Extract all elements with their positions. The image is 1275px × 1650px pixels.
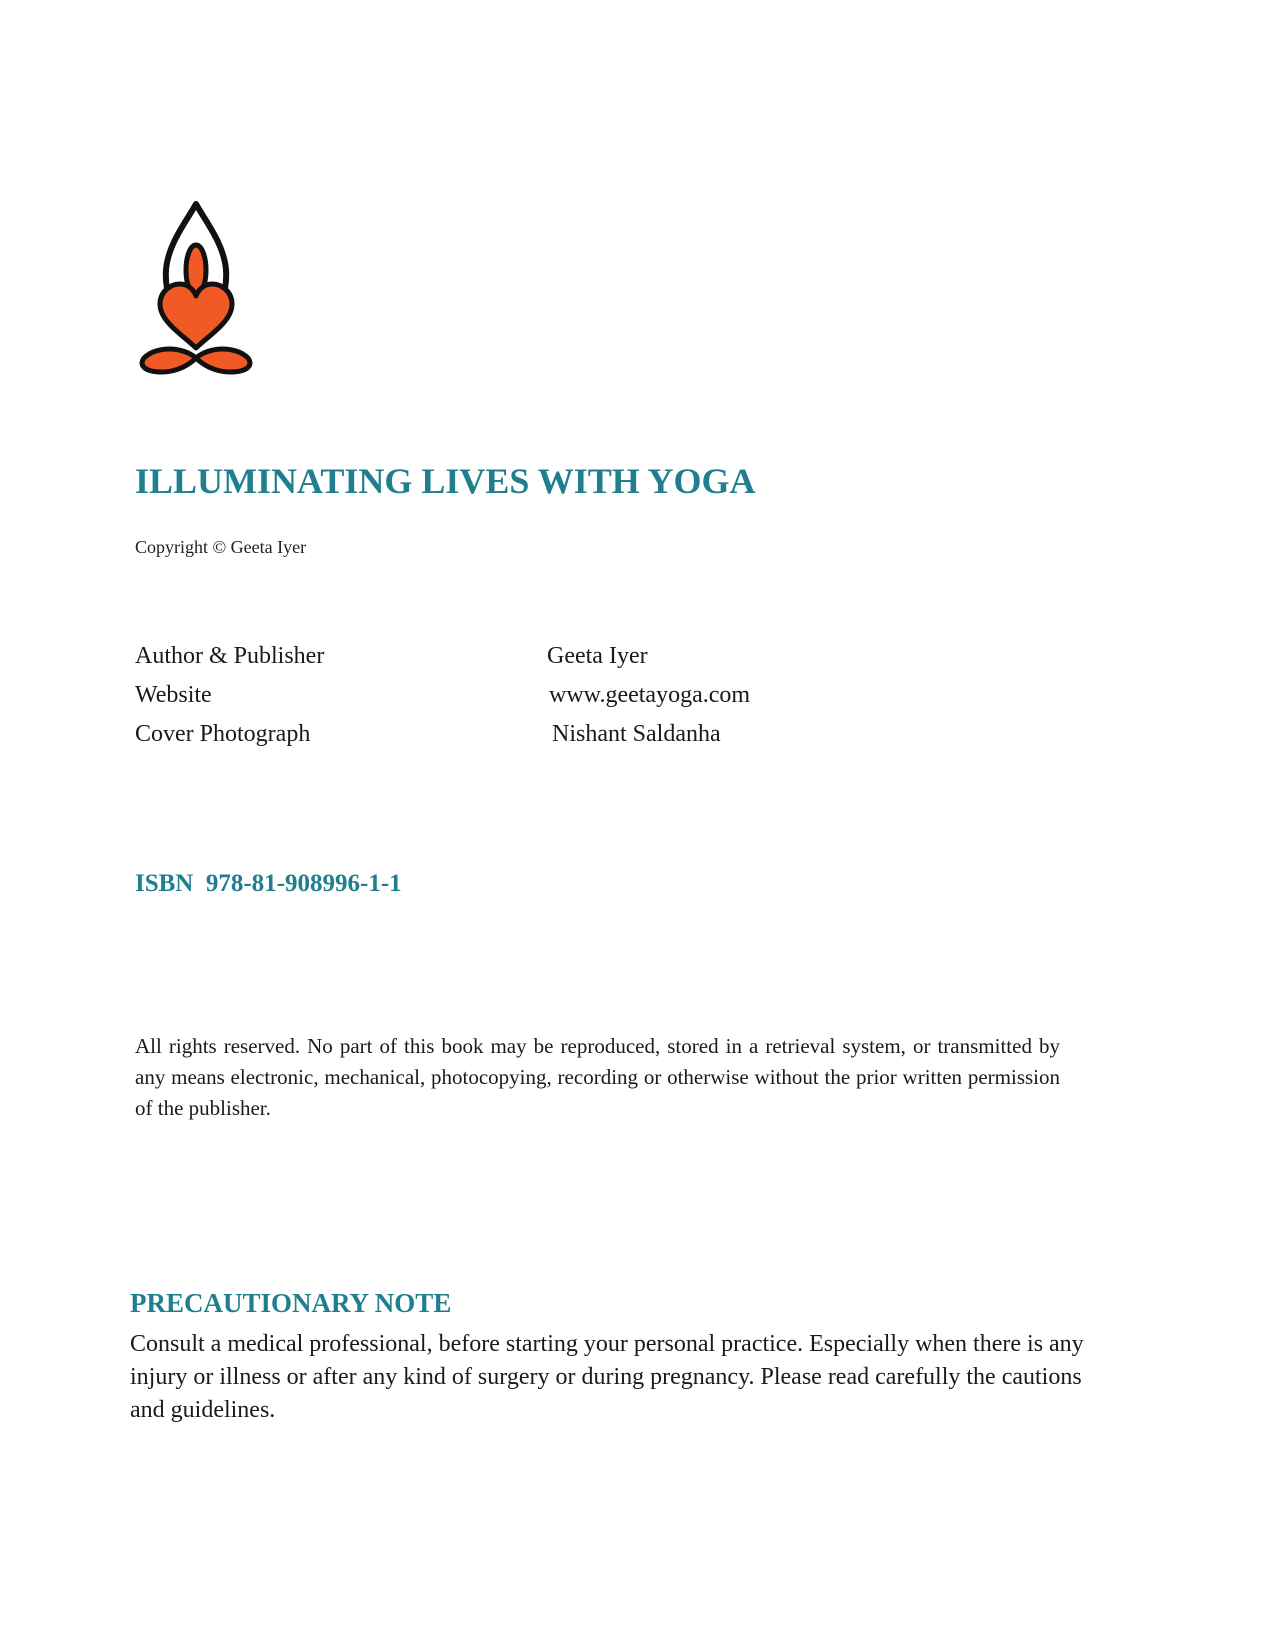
copyright-line: Copyright © Geeta Iyer [135,537,307,557]
website-link[interactable]: www.geetayoga.com [549,682,751,708]
credit-row [135,715,750,754]
credit-value: Geeta Iyer [547,643,648,669]
credit-label: Website [135,682,212,708]
heart-shape [160,284,232,348]
precautionary-note-body: Consult a medical professional, before starting your personal practice. Especially when there is any injury or illness or after any kind of surgery or during pregnancy. Please read carefully the cautions and guidelines. [130,1331,1084,1423]
credit-row [135,676,750,715]
credit-label: Author & Publisher [135,643,325,669]
credits-list [135,637,750,754]
rights-notice: All rights reserved. No part of this book may be reproduced, stored in a retrieval system, or transmitted by any means electronic, mechanical, photocopying, recording or otherwise without the prior written permission of the publisher. [135,1034,1060,1120]
credit-value: Nishant Saldanha [552,721,721,747]
precautionary-note-heading: PRECAUTIONARY NOTE [130,1288,452,1318]
legs-shape [142,349,250,372]
yoga-logo-icon [138,200,254,376]
isbn: ISBN 978-81-908996-1-1 [135,870,402,897]
credit-row [135,637,750,676]
book-title: ILLUMINATING LIVES WITH YOGA [135,461,756,501]
credit-label: Cover Photograph [135,721,311,747]
